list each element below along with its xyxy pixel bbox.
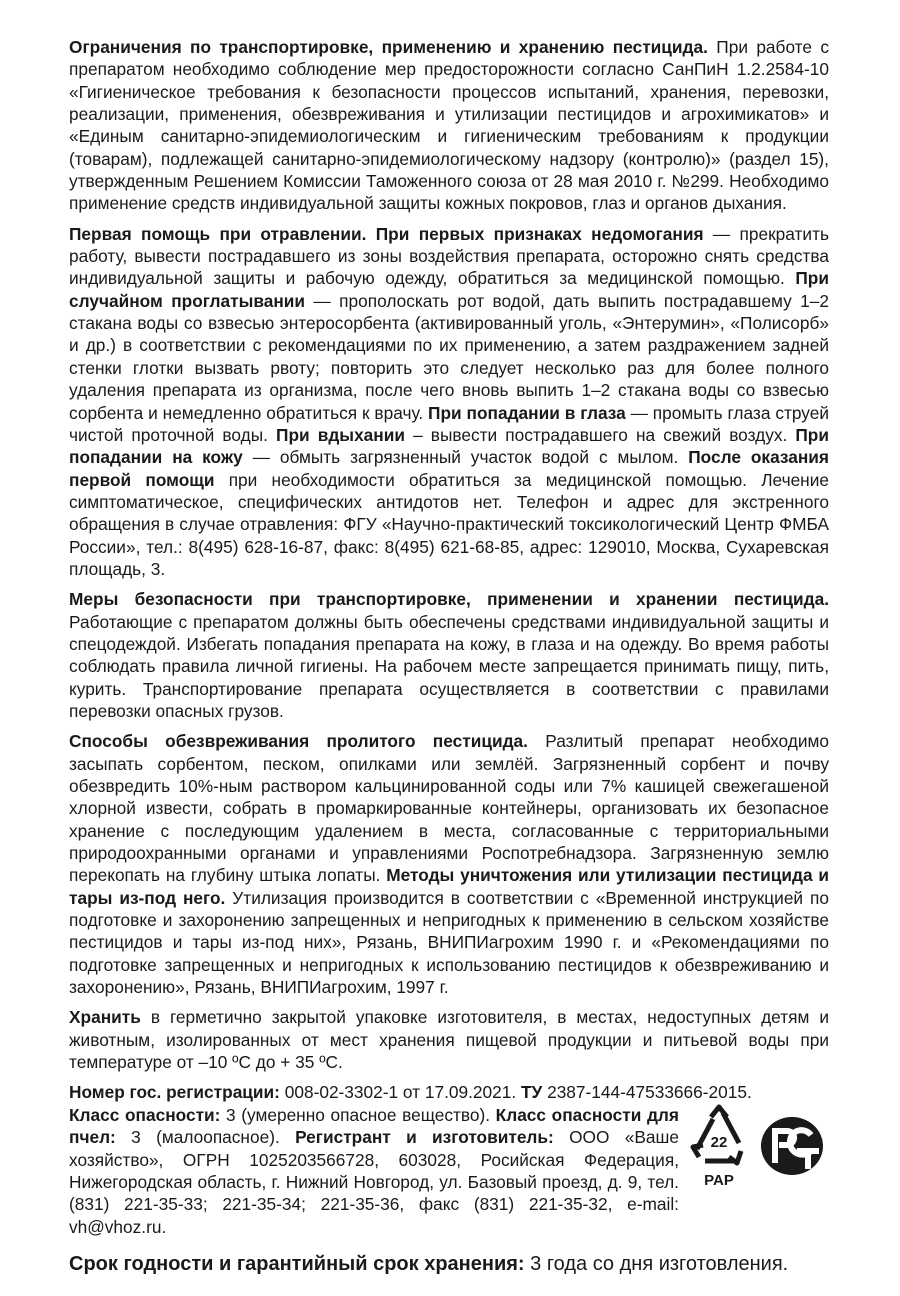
storage-text: в герметично закрытой упаковке изготовителя, в местах, недоступных детям и животным, изолированных от мест хранения пищевой продукции и питьевой воды при температуре от –10 ºС до + 35 ºС.	[69, 1007, 829, 1073]
first-aid-paragraph	[69, 223, 829, 581]
swallow-heading: При случайном проглатывании	[69, 268, 829, 311]
inhale-heading: При вдыхании	[276, 424, 405, 445]
recycle-number: 22	[710, 1134, 728, 1152]
restrictions-paragraph	[69, 36, 829, 215]
restrictions-text: При работе с препаратом необходимо соблюдение мер предосторожности согласно СанПиН 1.2.2584-10 «Гигиеническое требования к безопасности процессов испытаний, хранения, перевозки, реализации, применения, обезвреживания и утилизации пестицидов и агрохимикатов» и «Единым санитарно-эпидемиологическим и гигиеническим требованиям к продукции (товарам), подлежащей санитарно-эпидемиологическому надзору (контролю)» (раздел 15), утвержденным Решением Комиссии Таможенного союза от 28 мая 2010 г. №299. Необходимо применение средств индивидуальной защиты кожных покровов, глаз и органов дыхания.	[69, 37, 829, 214]
tu-label: ТУ	[520, 1082, 543, 1103]
skin-heading: При попадании на кожу	[69, 424, 829, 468]
restrictions-heading: Ограничения по транспортировке, применению и хранению пестицида.	[69, 37, 708, 57]
methods-text: Утилизация производится в соответствии с «Временной инструкцией по подготовке и захоронению запрещенных и непригодных к применению в сельском хозяйстве пестицидов и тары из-под них», Рязань, ВНИПИагрохим 1990 г. и «Рекомендациями по подготовке запрещенных и непригодных к использованию пестицидов к обезвреживанию и захоронению», Рязань, ВНИПИагрохим, 1997 г.	[69, 887, 829, 998]
eyes-text: — промыть глаза струей чистой проточной воды.	[69, 402, 829, 445]
reg-number-label: Номер гос. регистрации:	[69, 1082, 280, 1103]
hazard-class-value: 3 (умеренно опасное вещество).	[220, 1104, 496, 1125]
bees-class-value: 3 (малоопасное).	[115, 1127, 296, 1148]
after-aid-text: при необходимости обратиться за медицинской помощью. Лечение симптоматическое, специфических антидотов нет. Телефон и адрес для экстренного обращения в случае отравления: ФГУ «Научно-практический токсикологический Центр ФМБА России», тел.: 8(495) 628-16-87, факс: 8(495) 621-68-85, адрес: 129010, Москва, Сухаревская площадь, 3.	[69, 469, 829, 579]
after-aid-heading: После оказания первой помощи	[69, 447, 830, 490]
bees-class-label: Класс опасности для пчел:	[69, 1104, 679, 1148]
hazard-info	[69, 1104, 679, 1238]
disposal-text: Разлитый препарат необходимо засыпать сорбентом, песком, опилками или землёй. Загрязненный сорбент и почву обезвредить 10%-ным раствором кальцинированной соды или 7% кашицей свежегашеной хлорной извести, собрать в промаркированные контейнеры, организовать их безопасное хранение с последующим удалением в места, согласованные с территориальными природоохранными органами и управлениями Роспотребнадзора. Загрязненную землю перекопать на глубину штыка лопаты.	[69, 731, 829, 886]
registration-line	[69, 1081, 829, 1103]
hazard-class-label: Класс опасности:	[69, 1104, 221, 1125]
safety-heading: Меры безопасности при транспортировке, применении и хранении пестицида.	[69, 589, 829, 610]
safety-text: Работающие с препаратом должны быть обеспечены средствами индивидуальной защиты и спецодеждой. Избегать попадания препарата на кожу, в глаза и на одежду. Во время работы соблюдать правила личной гигиены. На рабочем месте запрещается принимать пищу, пить, курить. Транспортирование препарата осуществляется в соответствии с правилами перевозки опасных грузов.	[69, 611, 829, 721]
shelf-life-text: 3 года со дня изготовления.	[524, 1252, 789, 1275]
shelf-life-heading: Срок годности и гарантийный срок хранения:	[69, 1252, 525, 1275]
tu-value: 2387-144-47533666-2015.	[542, 1082, 752, 1103]
recycle-icon	[689, 1103, 749, 1199]
registration-block	[69, 1081, 829, 1237]
shelf-life-line	[69, 1252, 829, 1276]
skin-text: — обмыть загрязненный участок водой с мылом.	[242, 447, 689, 468]
first-aid-heading: Первая помощь при отравлении. При первых признаках недомогания	[69, 223, 704, 244]
document-page	[69, 36, 829, 1296]
storage-paragraph	[69, 1006, 829, 1073]
reg-number-value: 008-02-3302-1 от 17.09.2021.	[279, 1082, 521, 1103]
storage-heading: Хранить	[69, 1007, 141, 1028]
disposal-paragraph	[69, 730, 829, 998]
recycle-code: PAP	[704, 1172, 734, 1190]
disposal-heading: Способы обезвреживания пролитого пестицида.	[69, 731, 528, 752]
methods-heading: Методы уничтожения или утилизации пестицида и тары из-под него.	[69, 865, 829, 908]
certification-logos	[689, 1103, 829, 1199]
manufacturer-value: ООО «Ваше хозяйство», ОГРН 1025203566728, 603028, Росийская Федерация, Нижегородская область, г. Нижний Новгород, ул. Базовый проезд, д. 9, тел. (831) 221-35-33; 221-35-34; 221-35-36, факс (831) 221-35-32, e-mail: vh@vhoz.ru.	[69, 1127, 679, 1237]
safety-paragraph	[69, 588, 829, 722]
swallow-text: — прополоскать рот водой, дать выпить пострадавшему 1–2 стакана воды со взвесью энтеросорбента (активированный уголь, «Энтерумин», «Полисорб» и др.) в соответствии с рекомендациями по их применению, а затем раздражением задней стенки глотки вызвать рвоту; повторить это следует несколько раз для более полного удаления препарата из организма, после чего вновь выпить 1–2 стакана воды со взвесью сорбента и немедленно обратиться к врачу.	[69, 290, 829, 423]
first-aid-text: — прекратить работу, вывести пострадавшего из зоны воздействия препарата, осторожно снять средства индивидуальной защиты и рабочую одежду, обратиться за медицинской помощью.	[69, 223, 829, 289]
eyes-heading: При попадании в глаза	[428, 402, 626, 423]
rst-certification-icon	[757, 1111, 827, 1181]
manufacturer-label: Регистрант и изготовитель:	[295, 1127, 554, 1148]
inhale-text: – вывести пострадавшего на свежий воздух.	[404, 424, 796, 445]
